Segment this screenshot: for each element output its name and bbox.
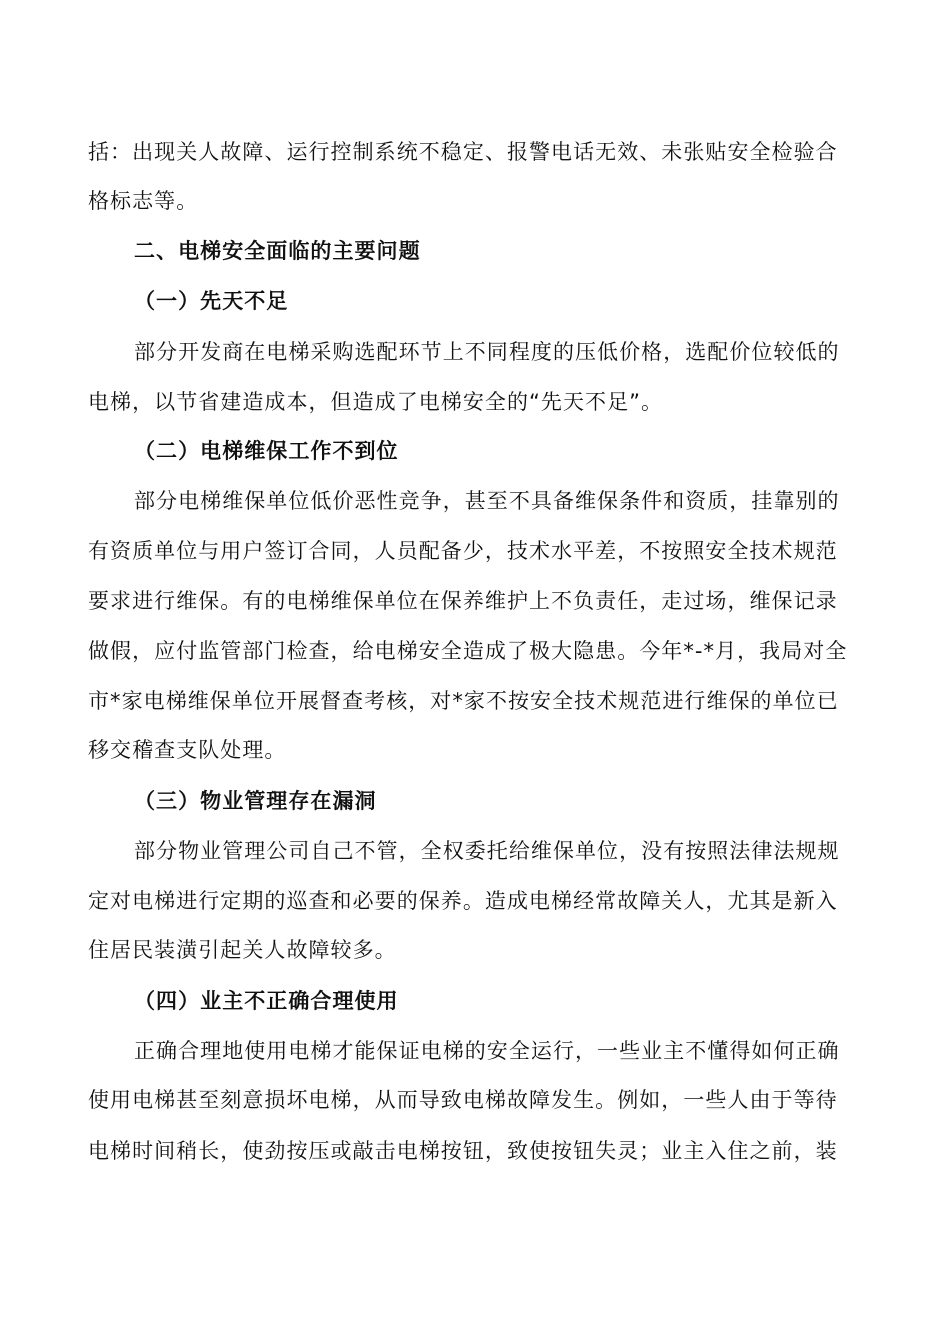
paragraph-line: 电梯时间稍长，使劲按压或敲击电梯按钮，致使按钮失灵；业主入住之前，装 — [88, 1139, 838, 1163]
paragraph-line: 住居民装潢引起关人故障较多。 — [88, 938, 397, 962]
paragraph-line: 部分开发商在电梯采购选配环节上不同程度的压低价格，选配价位较低的 — [134, 340, 840, 364]
paragraph-line: 括：出现关人故障、运行控制系统不稳定、报警电话无效、未张贴安全检验合 — [88, 140, 838, 164]
paragraph-line: 定对电梯进行定期的巡查和必要的保养。造成电梯经常故障关人，尤其是新入 — [88, 889, 838, 913]
paragraph-line: 格标志等。 — [88, 189, 199, 213]
paragraph-line: 部分物业管理公司自己不管，全权委托给维保单位，没有按照法律法规规 — [134, 839, 840, 863]
subsection-heading: （二）电梯维保工作不到位 — [134, 439, 399, 463]
subsection-heading: （一）先天不足 — [134, 289, 289, 313]
paragraph-line: 移交稽查支队处理。 — [88, 738, 287, 762]
paragraph-line: 部分电梯维保单位低价恶性竞争，甚至不具备维保条件和资质，挂靠别的 — [134, 489, 840, 513]
subsection-heading: （四）业主不正确合理使用 — [134, 989, 399, 1013]
paragraph-line: 电梯，以节省建造成本，但造成了电梯安全的“先天不足”。 — [88, 390, 664, 414]
paragraph-line: 有资质单位与用户签订合同，人员配备少，技术水平差，不按照安全技术规范 — [88, 539, 838, 563]
section-heading: 二、电梯安全面临的主要问题 — [134, 239, 421, 263]
paragraph-line: 市*家电梯维保单位开展督查考核，对*家不按安全技术规范进行维保的单位已 — [88, 689, 839, 713]
paragraph-line: 使用电梯甚至刻意损坏电梯，从而导致电梯故障发生。例如，一些人由于等待 — [88, 1088, 838, 1112]
paragraph-line: 正确合理地使用电梯才能保证电梯的安全运行，一些业主不懂得如何正确 — [134, 1039, 840, 1063]
paragraph-line: 做假，应付监管部门检查，给电梯安全造成了极大隐患。今年*-*月，我局对全 — [88, 639, 848, 663]
paragraph-line: 要求进行维保。有的电梯维保单位在保养维护上不负责任，走过场，维保记录 — [88, 589, 838, 613]
subsection-heading: （三）物业管理存在漏洞 — [134, 789, 377, 813]
